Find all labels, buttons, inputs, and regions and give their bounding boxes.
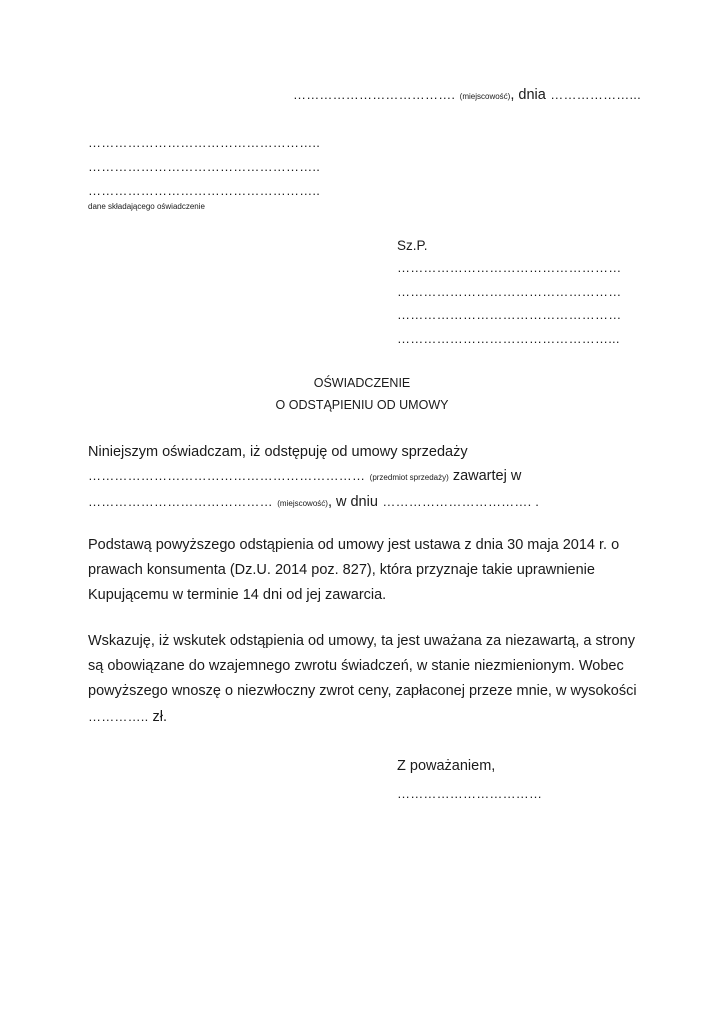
recipient-line-3[interactable]: ……………………………………………: [397, 307, 622, 322]
sender-caption: dane składającego oświadczenie: [88, 202, 205, 211]
recipient-block: [397, 236, 621, 350]
subject-hint: (przedmiot sprzedaży): [369, 473, 449, 482]
amount-field[interactable]: …………..: [88, 709, 149, 724]
amount-row: [88, 704, 648, 730]
contract-place-field[interactable]: ……………………………………: [88, 494, 273, 509]
recipient-salutation: Sz.P.: [397, 238, 428, 253]
sender-block: [88, 131, 320, 213]
currency-label: zł.: [148, 709, 167, 725]
concluded-label: zawartej w: [448, 468, 522, 484]
title-line-1: OŚWIADCZENIE: [313, 376, 411, 390]
title-line-2: O ODSTĄPIENIU OD UMOWY: [275, 398, 449, 412]
contract-date-field[interactable]: ……………………………. .: [382, 494, 540, 509]
recipient-lines: [397, 256, 621, 350]
refund-paragraph: [88, 629, 648, 730]
signature-field[interactable]: ……………………………: [397, 786, 543, 801]
place-field[interactable]: ……………………………….: [293, 87, 456, 102]
recipient-line-1[interactable]: ……………………………………………: [397, 260, 622, 275]
subject-field[interactable]: ………………………………………………………: [88, 468, 366, 483]
on-day-label: , w dniu: [327, 494, 378, 510]
statement-place-row: [88, 490, 539, 516]
refund-text: Wskazuję, iż wskutek odstąpienia od umowy, ta jest uważana za niezawartą, a strony są obowiązane do wzajemnego zwrotu świadczeń, w stanie niezmienionym. Wobec powyższego wnoszę o niezwłoczny zwrot ceny, zapłaconej przeze mnie, w wysokości: [88, 633, 637, 699]
document-title: [0, 372, 724, 416]
recipient-line-2[interactable]: ……………………………………………: [397, 283, 622, 299]
sender-line-3[interactable]: ……………………………………………..: [88, 183, 321, 198]
place-date-line: [293, 86, 641, 104]
statement-subject-row: [88, 464, 539, 490]
sender-line-2[interactable]: ……………………………………………..: [88, 159, 321, 174]
date-field[interactable]: ………………...: [550, 87, 641, 102]
place-hint: (miejscowość): [459, 92, 511, 101]
statement-block: [88, 440, 539, 516]
legal-basis-paragraph: Podstawą powyższego odstąpienia od umowy jest ustawa z dnia 30 maja 2014 r. o prawach konsumenta (Dz.U. 2014 poz. 827), która przyznaje takie uprawnienie Kupującemu w terminie 14 dni od jej zawarcia.: [88, 537, 620, 603]
regards-text: Z poważaniem,: [397, 758, 496, 774]
statement-intro: Niniejszym oświadczam, iż odstępuję od umowy sprzedaży: [88, 444, 468, 460]
date-label: , dnia: [510, 87, 546, 103]
closing-block: [397, 753, 542, 807]
sender-line-1[interactable]: ……………………………………………..: [88, 135, 321, 150]
contract-place-hint: (miejscowość): [277, 499, 328, 508]
recipient-line-4[interactable]: …………………………………………...: [397, 330, 620, 346]
